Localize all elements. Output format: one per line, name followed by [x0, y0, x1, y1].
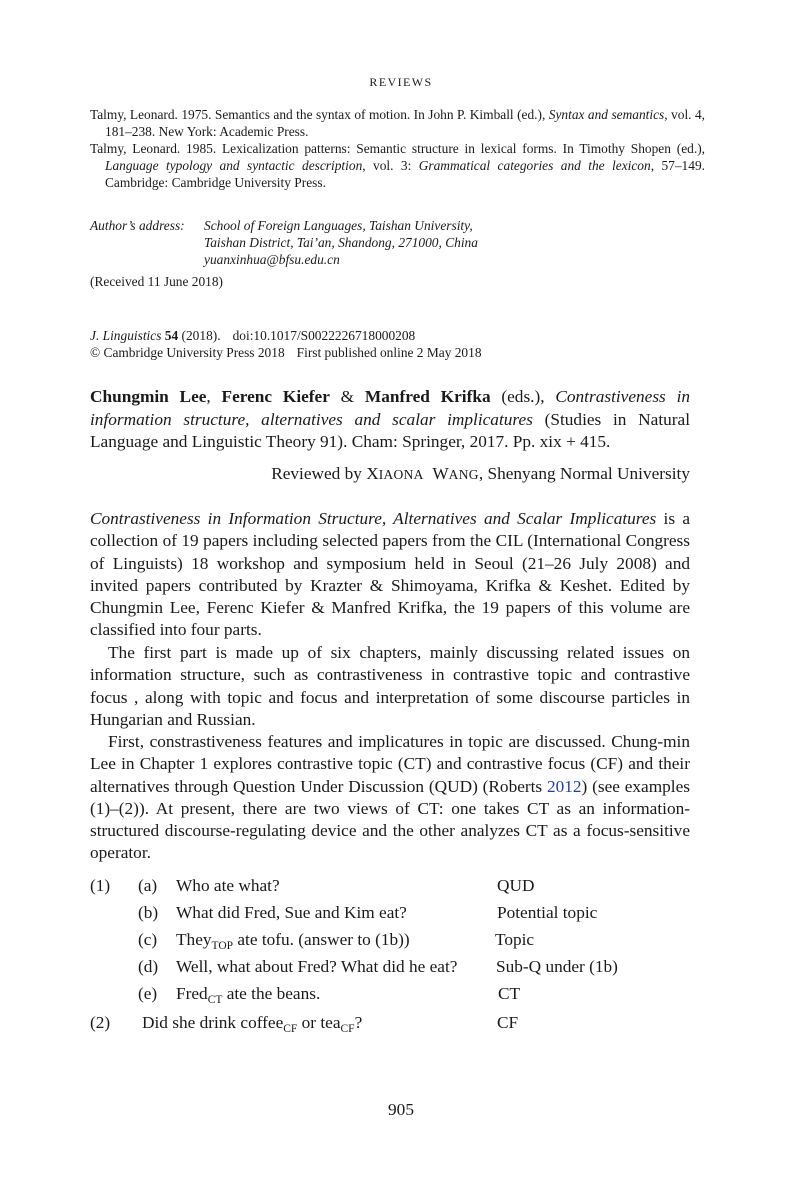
example-text: ? — [354, 1013, 363, 1032]
body-paragraph — [90, 508, 690, 642]
reference-text: , vol. 4, 181–238. New York: Academic Press. — [105, 107, 705, 139]
received-date: (Received 11 June 2018) — [90, 274, 223, 289]
example-label: Potential topic — [497, 903, 598, 922]
reference-italic: Grammatical categories and the lexicon — [418, 158, 651, 173]
reviewed-by-label: Reviewed by — [271, 464, 367, 483]
example-sentence — [176, 984, 320, 1004]
example-letter: (c) — [138, 930, 158, 949]
citation-link[interactable]: 2012 — [546, 776, 582, 796]
reviewer-name: X — [366, 464, 379, 483]
example-label: CT — [498, 984, 521, 1003]
example-text: Fred — [176, 984, 208, 1003]
example-sentence: Well, what about Fred? What did he eat? — [176, 957, 458, 976]
book-title: Contrastiveness in Information Structure, Alternatives and Scalar Implicatures — [90, 509, 657, 528]
example-label: QUD — [497, 876, 535, 895]
example-sentence: What did Fred, Sue and Kim eat? — [176, 903, 407, 922]
journal-volume: 54 — [164, 328, 179, 343]
example-sentence: Who ate what? — [176, 876, 280, 895]
review-book-header — [90, 386, 690, 454]
book-title: Contrastiveness in information structure, alternatives and scalar implicatures — [90, 387, 691, 429]
example-sentence — [142, 1013, 362, 1033]
reviewer-name: IAONA — [378, 467, 424, 482]
reference-text: , 57–149. Cambridge: Cambridge University Press. — [105, 158, 705, 190]
reference-italic: Syntax and semantics — [548, 107, 665, 122]
reference-talmy-1985 — [90, 140, 705, 191]
example-text: or tea — [297, 1013, 341, 1032]
body-paragraph: The first part is made up of six chapters, mainly discussing related issues on information structure, such as contrastiveness in contrastive topic and contrastive focus , along with topic and focus and interpretation of some discourse particles in Hungarian and Russian. — [90, 643, 690, 729]
example-text: ate tofu. (answer to (1b)) — [233, 930, 410, 949]
example-letter: (a) — [138, 876, 158, 895]
reviewer-name: ANG — [448, 467, 479, 482]
reviewer-name: W — [432, 464, 449, 483]
subscript: CF — [340, 1023, 355, 1035]
book-details: (Studies in Natural Language and Linguistic Theory 91). Cham: Springer, 2017. Pp. xix + 415. — [90, 409, 691, 451]
subscript: TOP — [211, 940, 234, 952]
example-label: CF — [497, 1013, 519, 1032]
reference-talmy-1975 — [90, 106, 705, 140]
example-text: They — [176, 930, 212, 949]
running-head: REVIEWS — [369, 75, 433, 89]
reference-text: , vol. 3: — [362, 158, 419, 173]
paragraph-text: is a collection of 19 papers including selected papers from the CIL (International Congress of Linguists) 18 workshop and symposium held in Seoul (21–26 July 2008) and invited papers contributed by Krazter & Shimoyama, Krifka & Keshet. Edited by Chungmin Lee, Ferenc Kiefer & Manfred Krifka, the 19 papers of this volume are classified into four parts. — [90, 509, 691, 640]
editor-name: Manfred Krifka — [364, 387, 491, 406]
doi[interactable]: doi:10.1017/S0022226718000208 — [232, 328, 416, 343]
separator: , — [206, 387, 222, 406]
reference-text: Talmy, Leonard. 1975. Semantics and the syntax of motion. In John P. Kimball (ed.), — [90, 107, 549, 122]
author-email[interactable]: yuanxinhua@bfsu.edu.cn — [204, 252, 340, 267]
example-text: ate the beans. — [222, 984, 321, 1003]
copyright: © Cambridge University Press 2018 — [90, 345, 285, 360]
author-address-line: School of Foreign Languages, Taishan University, — [204, 218, 473, 233]
example-sentence — [176, 930, 410, 950]
editor-name: Chungmin Lee — [90, 387, 207, 406]
author-address-label: Author’s address: — [90, 218, 185, 233]
reviewer-affiliation: , Shenyang Normal University — [478, 464, 690, 483]
reference-italic: Language typology and syntactic description — [105, 158, 363, 173]
paragraph-text: First, constrastiveness features and implicatures in topic are discussed. Chung-min Lee in Chapter 1 explores contrastive topic (CT) and contrastive focus (CF) and their alternatives through Question Under Discussion (QUD) (Roberts — [90, 732, 690, 796]
example-number: (1) — [90, 876, 111, 895]
example-letter: (d) — [138, 957, 159, 976]
page-number: 905 — [388, 1100, 414, 1119]
example-text: Did she drink coffee — [142, 1013, 284, 1032]
example-label: Sub-Q under (1b) — [496, 957, 618, 976]
subscript: CT — [207, 994, 223, 1006]
editor-name: Ferenc Kiefer — [221, 387, 330, 406]
author-address-line: Taishan District, Tai’an, Shandong, 271000, China — [204, 235, 478, 250]
example-label: Topic — [495, 930, 535, 949]
reviewer-line — [271, 464, 690, 484]
body-paragraph — [90, 731, 690, 865]
example-letter: (b) — [138, 903, 159, 922]
eds-label: (eds.), — [490, 387, 556, 406]
separator: & — [329, 387, 365, 406]
journal-citation — [90, 328, 415, 344]
publication-date: First published online 2 May 2018 — [296, 345, 482, 360]
journal-year: (2018). — [181, 328, 221, 343]
paragraph-text: ) (see examples (1)–(2)). At present, there are two views of CT: one takes CT as an information-structured discourse-regulating device and the other analyzes CT as a focus-sensitive operator. — [90, 776, 690, 863]
example-number: (2) — [90, 1013, 111, 1032]
copyright-line — [90, 345, 482, 361]
subscript: CF — [283, 1023, 298, 1035]
reference-text: Talmy, Leonard. 1985. Lexicalization patterns: Semantic structure in lexical forms. In Timothy Shopen (ed.), — [90, 141, 705, 156]
example-letter: (e) — [138, 984, 158, 1003]
journal-name: J. Linguistics — [90, 328, 162, 343]
